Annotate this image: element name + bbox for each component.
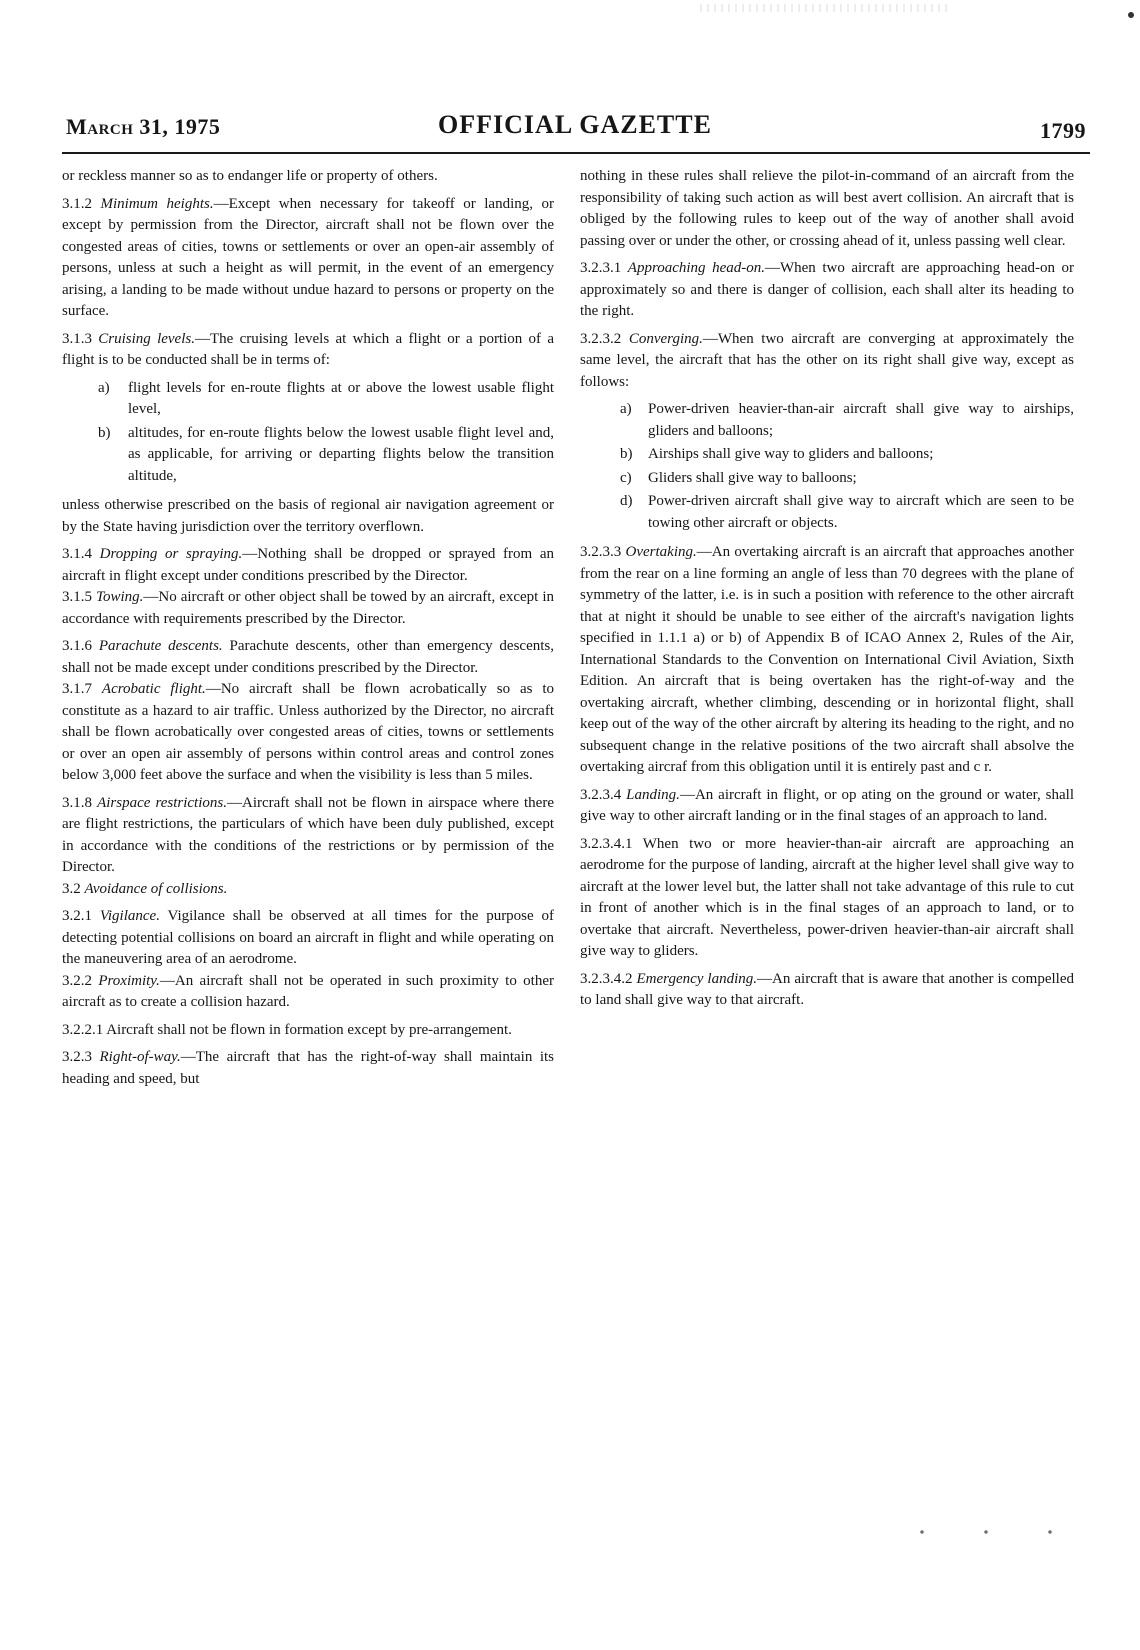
section-number: 3.1.4 — [62, 546, 92, 562]
paragraph-continuation: or reckless manner so as to endanger life or property of others. — [62, 168, 438, 184]
section-3-1-2 — [62, 194, 554, 323]
section-title: Avoidance of collisions. — [84, 880, 228, 897]
section-number: 3.2.3.3 — [580, 544, 622, 560]
section-text: —When two aircraft are approaching head-on or approximately so and there is danger of collision, each shall alter its heading to the right. — [580, 260, 1074, 319]
right-column — [580, 166, 1074, 1018]
list-item — [62, 378, 554, 421]
section-text: —An overtaking aircraft is an aircraft that approaches another from the rear on a line forming an angle of less than 70 degrees with the plane of symmetry of the latter, i.e. is in such a position with reference to the other aircraft that at night it should be unable to see either of the aircraft's navigation lights specified in 1.1.1 a) or b) of Appendix B of ICAO Annex 2, Rules of the Air, International Standards to the Convention on International Civil Aviation, Sixth Edition. An aircraft that is being overtaken has the right-of-way and the overtaking aircraft, whether climbing, descending or in horizontal flight, shall keep out of the way of the other aircraft by altering its heading to the right, and no subsequent change in the relative positions of the two aircraft shall absolve the overtaking aircraf from this obligation until it is entirely past and c r. — [580, 544, 1074, 775]
section-number: 3.2.3.4.1 — [580, 835, 633, 852]
section-number: 3.2.2 — [62, 972, 92, 989]
section-3-2-3-1 — [580, 258, 1074, 323]
section-3-2-3-4-2 — [580, 969, 1074, 1012]
section-text: —An aircraft in flight, or op ating on the ground or water, shall give way to other aircraft landing or in the final stages of an approach to land. — [580, 786, 1075, 824]
section-number: 3.2.3.2 — [580, 330, 622, 347]
section-title: Approaching head-on. — [627, 260, 765, 276]
section-3-2-3-3 — [580, 542, 1074, 779]
section-text: —No aircraft or other object shall be towed by an aircraft, except in accordance with requirements prescribed by the Director. — [62, 589, 555, 627]
section-number: 3.2 — [62, 880, 81, 897]
header-page-number: 1799 — [1040, 118, 1086, 143]
section-3-1-8 — [62, 793, 554, 901]
scan-dot — [1128, 12, 1134, 18]
list-item — [580, 468, 1074, 490]
page-header — [60, 110, 1090, 144]
section-3-2-3-4-1 — [580, 834, 1074, 963]
section-text: Aircraft shall not be flown in formation except by pre-arrangement. — [106, 1021, 512, 1038]
section-title: Converging. — [628, 330, 703, 347]
paragraph-continuation: nothing in these rules shall relieve the pilot-in-command of an aircraft from the responsibility of taking such action as will best avert collision. An aircraft that is obliged by the following rules to keep out of the way of another shall avoid passing over or under the other, or crossing ahead of it, unless passing well clear. — [580, 168, 1074, 249]
section-title: Overtaking. — [625, 544, 697, 560]
list-marker: a) — [620, 401, 632, 417]
section-title: Right-of-way. — [99, 1049, 181, 1065]
section-3-2-3-2 — [580, 329, 1074, 394]
section-number: 3.1.5 — [62, 589, 92, 605]
list-item — [62, 423, 554, 488]
section-number: 3.2.3.4.2 — [580, 970, 633, 987]
section-3-1-4 — [62, 544, 554, 630]
section-number: 3.1.3 — [62, 330, 92, 347]
section-3-2-1 — [62, 906, 554, 1014]
section-number: 3.2.3.4 — [580, 786, 622, 803]
list-marker: c) — [620, 469, 632, 486]
section-3-1-3 — [62, 329, 554, 372]
section-3-1-3-continuation: unless otherwise prescribed on the basis of regional air navigation agreement or by the State having jurisdiction over the territory overflown. — [62, 497, 554, 535]
scan-artifact — [700, 4, 950, 12]
header-date: March 31, 1975 — [66, 114, 221, 139]
section-title: Vigilance. — [99, 908, 160, 924]
section-title: Airspace restrictions. — [97, 794, 227, 811]
section-text: When two or more heavier-than-air aircraft are approaching an aerodrome for the purpose of landing, aircraft at the higher level shall give way to aircraft at the lower level but, the latter shall not take advantage of this rule to cut in front of another which is in the final stages of an approach to land, or to overtake that aircraft. Nevertheless, power-driven heavier-than-air aircraft shall give way to gliders. — [580, 835, 1075, 959]
section-text: —An aircraft that is aware that another is compelled to land shall give way to that aircraft. — [580, 970, 1074, 1008]
section-text: —When two aircraft are converging at approximately the same level, the aircraft that has the other on its right shall give way, except as follows: — [580, 330, 1075, 390]
section-3-1-6 — [62, 636, 554, 787]
section-title: Cruising levels. — [98, 330, 195, 347]
list-item-text: Power-driven heavier-than-air aircraft shall give way to airships, gliders and balloons; — [648, 401, 1074, 439]
section-text: —No aircraft shall be flown acrobatically so as to constitute as a hazard to air traffic. Unless authorized by the Director, no aircraft shall be flown acrobatically over congested areas of cities, towns or settlements or over an open air assembly of persons within control areas and control zones below 3,000 feet above the surface and when the visibility is less than 5 miles. — [62, 681, 555, 783]
list-marker: b) — [98, 424, 111, 441]
list-marker: b) — [620, 446, 633, 462]
section-title: Landing. — [626, 786, 680, 803]
section-3-2-3-4 — [580, 785, 1074, 828]
section-text: Parachute descents, other than emergency descents, shall not be made except under conditions prescribed by the Director. — [62, 638, 554, 676]
section-3-2-2-1 — [62, 1020, 554, 1042]
section-text: —Nothing shall be dropped or sprayed from an aircraft in flight except under conditions prescribed by the Director. — [62, 546, 554, 584]
scan-dots — [890, 1530, 1080, 1534]
list-item — [580, 491, 1074, 534]
section-text: —Aircraft shall not be flown in airspace where there are flight restrictions, the particulars of which have been duly published, except in accordance with the conditions of the restrictions or by permission of the Director. — [62, 794, 554, 875]
section-number: 3.1.6 — [62, 638, 92, 654]
section-text: Vigilance shall be observed at all times for the purpose of detecting potential collisions on board an aircraft in flight and while operating on the maneuvering area of an aerodrome. — [62, 908, 555, 967]
list-item-text: flight levels for en-route flights at or above the lowest usable flight level, — [128, 379, 554, 417]
section-text: —Except when necessary for takeoff or landing, or except by permission from the Director, aircraft shall not be flown over the congested areas of cities, towns or settlements or over an open-air assembly of persons, unless at such a height as will permit, in the event of an emergency arising, a landing to be made without undue hazard to persons or property on the surface. — [62, 195, 555, 319]
section-text: —The cruising levels at which a flight or a portion of a flight is to be conducted shall be in terms of: — [62, 330, 554, 368]
list-item-text: Gliders shall give way to balloons; — [648, 469, 857, 486]
section-title: Dropping or spraying. — [99, 546, 243, 562]
header-title: OFFICIAL GAZETTE — [438, 110, 712, 139]
section-text: —The aircraft that has the right-of-way shall maintain its heading and speed, but — [62, 1049, 554, 1087]
section-number: 3.1.7 — [62, 681, 92, 697]
section-number: 3.2.3 — [62, 1049, 92, 1065]
list-marker: a) — [98, 379, 110, 396]
section-number: 3.2.2.1 — [62, 1021, 104, 1038]
section-title: Acrobatic flight. — [101, 681, 206, 697]
header-rule — [62, 152, 1090, 154]
section-number: 3.1.8 — [62, 794, 92, 811]
section-text: —An aircraft shall not be operated in such proximity to other aircraft as to create a collision hazard. — [62, 972, 555, 1010]
cruising-levels-list — [62, 378, 554, 488]
list-item-text: altitudes, for en-route flights below the lowest usable flight level and, as applicable, for arriving or departing flights below the transition altitude, — [128, 424, 554, 484]
section-number: 3.1.2 — [62, 195, 92, 212]
list-item — [580, 444, 1074, 466]
list-item-text: Power-driven aircraft shall give way to aircraft which are seen to be towing other aircraft or objects. — [648, 493, 1074, 531]
converging-rules-list — [580, 399, 1074, 534]
list-marker: d) — [620, 493, 633, 509]
left-column — [62, 166, 554, 1096]
section-title: Minimum heights. — [100, 195, 214, 212]
section-title: Proximity. — [98, 972, 160, 989]
section-number: 3.2.1 — [62, 908, 92, 924]
list-item — [580, 399, 1074, 442]
section-title: Emergency landing. — [636, 970, 758, 987]
list-item-text: Airships shall give way to gliders and balloons; — [648, 446, 934, 462]
section-number: 3.2.3.1 — [580, 260, 622, 276]
section-3-2-3 — [62, 1047, 554, 1090]
section-title: Towing. — [96, 589, 144, 605]
section-title: Parachute descents. — [98, 638, 223, 654]
